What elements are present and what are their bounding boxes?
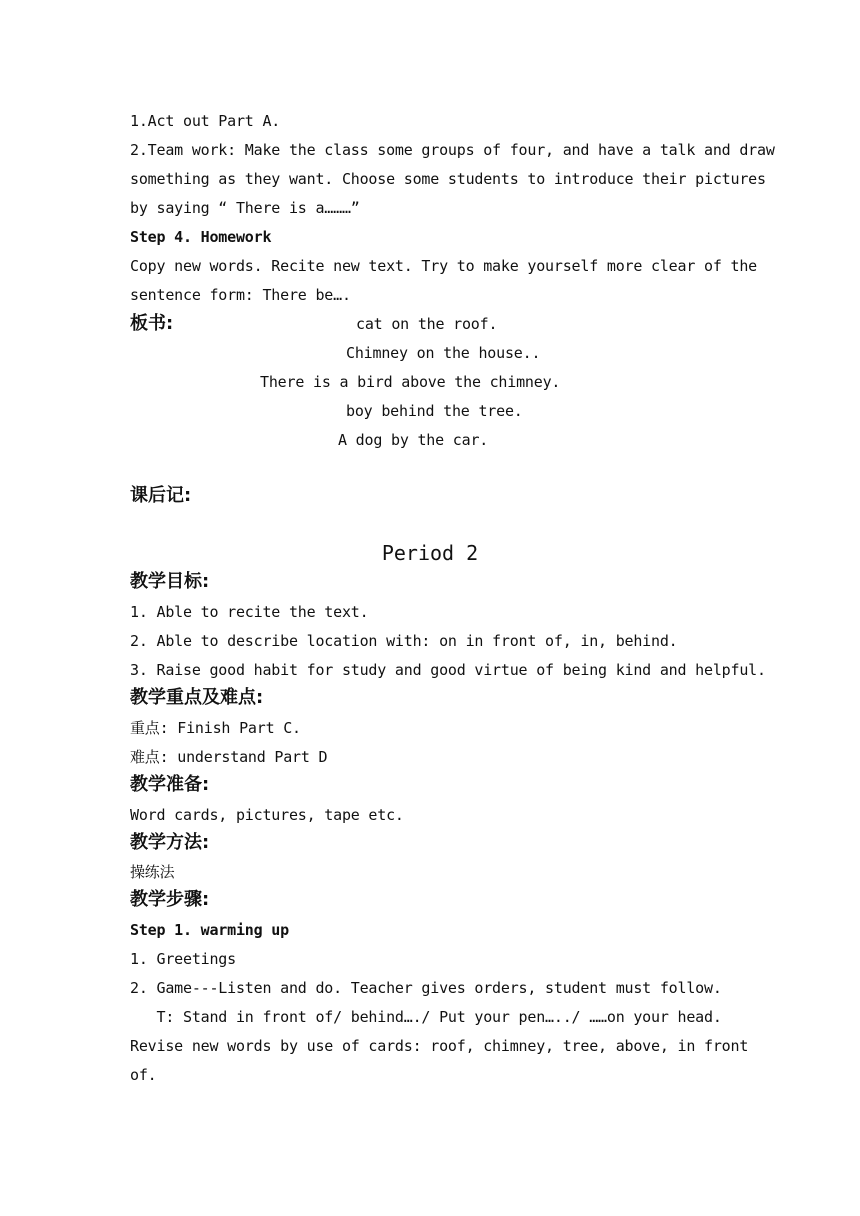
text-line: sentence form: There be…. [130, 286, 351, 304]
step-heading: Step 4. Homework [130, 228, 272, 246]
section-title: Period 2 [381, 541, 479, 565]
text-line: something as they want. Choose some students to introduce their pictures [130, 170, 766, 188]
steps-heading: 教学步骤: [130, 889, 210, 910]
goals-heading: 教学目标: [130, 571, 210, 592]
text-line: 3. Raise good habit for study and good virtue of being kind and helpful. [130, 661, 766, 679]
text-line: 重点: Finish Part C. [130, 719, 301, 737]
board-line: A dog by the car. [338, 431, 489, 449]
board-line: boy behind the tree. [346, 402, 523, 420]
afterclass-label: 课后记: [130, 485, 192, 506]
text-line: 难点: understand Part D [130, 748, 328, 766]
text-line: 2. Able to describe location with: on in front of, in, behind. [130, 632, 678, 650]
key-points-heading: 教学重点及难点: [130, 687, 264, 708]
text-line: of. [130, 1066, 157, 1084]
text-line: 1. Greetings [130, 950, 236, 968]
text-line: Word cards, pictures, tape etc. [130, 806, 404, 824]
method-heading: 教学方法: [130, 832, 210, 853]
text-line: by saying “ There is a………” [130, 199, 360, 217]
text-line: 2.Team work: Make the class some groups of four, and have a talk and draw [130, 141, 775, 159]
text-line: T: Stand in front of/ behind…./ Put your pen…../ ……on your head. [130, 1008, 722, 1026]
preparation-heading: 教学准备: [130, 774, 210, 795]
text-line: 1.Act out Part A. [130, 112, 281, 130]
step-heading: Step 1. warming up [130, 921, 289, 939]
board-line: cat on the roof. [356, 315, 498, 333]
text-line: Copy new words. Recite new text. Try to make yourself more clear of the [130, 257, 757, 275]
text-line: Revise new words by use of cards: roof, chimney, tree, above, in front [130, 1037, 749, 1055]
board-line: Chimney on the house.. [346, 344, 541, 362]
text-line: 操练法 [130, 863, 175, 881]
board-label: 板书: [130, 313, 174, 334]
text-line: 2. Game---Listen and do. Teacher gives orders, student must follow. [130, 979, 722, 997]
board-line: There is a bird above the chimney. [260, 373, 561, 391]
text-line: 1. Able to recite the text. [130, 603, 369, 621]
